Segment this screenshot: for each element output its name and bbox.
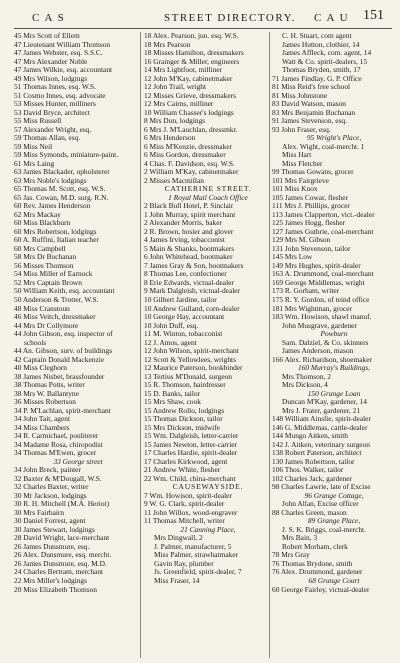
directory-entry: 15 Wm. Dalgleish, letter-carrier bbox=[144, 432, 239, 441]
directory-entry: 15 Thomas Dickson, tailor bbox=[144, 415, 223, 424]
directory-entry: 12 Scott & Yellowlees, wrights bbox=[144, 355, 236, 364]
directory-entry: 142 J. Aitken, veterinary surgeon bbox=[272, 440, 370, 449]
directory-entry: 34 P. M'Lachlan, spirit-merchant bbox=[14, 406, 111, 415]
directory-entry: 12 John Wilson, spirit-merchant bbox=[144, 347, 239, 356]
directory-entry: Miss Palmer, strawhatmaker bbox=[154, 551, 239, 560]
directory-entry: 15 D. Banks, tailor bbox=[144, 389, 201, 398]
directory-entry: 12 John M'Kay, cabinetmaker bbox=[144, 74, 233, 83]
directory-entry: 34 Miss Chambers bbox=[14, 423, 70, 432]
directory-entry: Duncan M'Kay, gardener, 14 bbox=[282, 398, 367, 407]
directory-entry: 15 Mrs Dickson, midwife bbox=[144, 423, 220, 432]
directory-entry: 183 Wm. Howison, shawl manuf. bbox=[272, 313, 372, 322]
directory-entry: Alex. Wight, coal-mercht. 1 bbox=[282, 142, 365, 151]
directory-entry: 38 Mrs W. Ballantyne bbox=[14, 389, 79, 398]
directory-entry: 65 Jas. Cowan, M.D. surg. R.N. bbox=[14, 193, 109, 202]
directory-entry: 101 Mrs Fairgrieve bbox=[272, 176, 329, 185]
directory-entry: 6 Mrs J. M'Lauchlan, dressmkr. bbox=[144, 125, 238, 134]
directory-entry: 68 Grange Court bbox=[308, 577, 360, 585]
directory-entry: CATHERINE STREET. bbox=[164, 185, 252, 194]
directory-entry: 21 Canning Place, bbox=[180, 525, 236, 534]
directory-entry: 47 James Webster, esq. S.S.C. bbox=[14, 49, 103, 58]
directory-entry: 2 William M'Kay, cabinetmaker bbox=[144, 168, 239, 177]
directory-entry: 17 Charles Kirkwood, agent bbox=[144, 457, 228, 466]
directory-entry: 60 A. Ruffini, Italian teacher bbox=[14, 236, 99, 245]
column-2 bbox=[144, 32, 272, 586]
directory-entry: J. Palmer, manufacturer, 5 bbox=[154, 542, 232, 551]
directory-entry: 93 John Fraser, esq. bbox=[272, 125, 331, 134]
directory-entry: Powburn bbox=[320, 330, 348, 339]
directory-entry: 6 Miss Gordon, dressmaker bbox=[144, 151, 226, 160]
directory-entry: 98 Charles Lawrie, late of Excise bbox=[272, 483, 371, 492]
column-1 bbox=[14, 32, 142, 594]
directory-entry: 76 Alex. Drummond, gardener bbox=[272, 568, 363, 577]
directory-entry: 44 John Gibson, esq. inspector of bbox=[14, 330, 113, 339]
directory-entry: Mrs J. Frater, gardener, 21 bbox=[282, 406, 361, 415]
directory-entry: 81 Miss Reid's free school bbox=[272, 83, 351, 92]
directory-entry: 38 James Nisbet, brassfounder bbox=[14, 372, 105, 381]
directory-entry: 32 Charles Baxter, writer bbox=[14, 483, 89, 492]
directory-entry: John Musgrave, gardener bbox=[282, 321, 357, 330]
directory-entry: 12 Misses Grieve, dressmakers bbox=[144, 91, 236, 100]
directory-entry: 32 Baxter & M'Dougall, W.S. bbox=[14, 474, 102, 483]
directory-entry: 11 John Willox, wood-engraver bbox=[144, 508, 238, 517]
directory-entry: 26 James Dunsmure, esq. M.D. bbox=[14, 559, 107, 568]
directory-entry: 15 Mrs Shaw, cook bbox=[144, 398, 201, 407]
directory-entry: Js. Greenfield, spirit-dealer, 7 bbox=[154, 568, 242, 577]
directory-entry: 105 James Cowar, flesher bbox=[272, 193, 349, 202]
directory-entry: 129 Mrs M. Gibson bbox=[272, 236, 331, 245]
directory-entry: 125 James Hogg, flesher bbox=[272, 219, 346, 228]
directory-entry: Mrs Dingwall, 2 bbox=[154, 534, 203, 543]
directory-entry: 111 Mrs J. Phillips, grocer bbox=[272, 202, 350, 211]
directory-entry: 7 Wm. Howison, spirit-dealer bbox=[144, 491, 232, 500]
directory-entry: 81 Miss Johnstone bbox=[272, 91, 328, 100]
directory-entry: Mrs Bain, 3 bbox=[282, 534, 318, 543]
directory-entry: Miss Hart bbox=[282, 151, 312, 160]
directory-entry: 131 John Stevenson, tailor bbox=[272, 244, 351, 253]
directory-entry: 15 James Newton, letter-carrier bbox=[144, 440, 238, 449]
directory-entry: 181 Mrs Wightman, grocer bbox=[272, 304, 353, 313]
directory-entry: 10 Andrew Gulland, corn-dealer bbox=[144, 304, 240, 313]
directory-entry: James Anderson, mason bbox=[282, 347, 354, 356]
directory-entry: 50 William Keith, esq. accountant bbox=[14, 287, 115, 296]
directory-entry: 2 R. Brown, hosier and glover bbox=[144, 227, 234, 236]
directory-entry: 53 Misses Hunter, milliners bbox=[14, 100, 96, 109]
directory-entry: 30 James Stewart, lodgings bbox=[14, 525, 95, 534]
directory-entry: 10 John Duff, esq. bbox=[144, 321, 199, 330]
directory-entry: 2 Misses Macmillan bbox=[144, 176, 204, 185]
directory-entry: 28 David Wright, lace-merchant bbox=[14, 534, 110, 543]
directory-entry: 16 Grainger & Miller, engineers bbox=[144, 57, 240, 66]
directory-entry: 12 J. Amos, agent bbox=[144, 338, 197, 347]
directory-entry: Robert Morham, clerk bbox=[282, 542, 348, 551]
directory-entry: 146 G. Middlemas, cattle-dealer bbox=[272, 423, 368, 432]
directory-entry: 47 Mrs Alexander Noble bbox=[14, 57, 88, 66]
directory-entry: 52 Mrs Captain Brown bbox=[14, 278, 82, 287]
directory-entry: 149 Mrs Hughes, spirit-dealer bbox=[272, 261, 361, 270]
directory-entry: 101 Miss Knox bbox=[272, 185, 318, 194]
directory-entry: 14 Mrs Lightfoot, milliner bbox=[144, 66, 223, 75]
column-divider bbox=[269, 32, 270, 658]
directory-entry: 18 Mrs Pearson bbox=[144, 40, 191, 49]
directory-entry: 65 Thomas M. Scott, esq. W.S. bbox=[14, 185, 106, 194]
directory-entry: 175 R. Y. Gordon, of teind office bbox=[272, 295, 370, 304]
directory-entry: 127 James Guthrie, coal-merchant bbox=[272, 227, 374, 236]
directory-entry: 9 W. G. Clark, spirit-dealer bbox=[144, 500, 225, 509]
directory-entry: 26 James Dunsmure, esq. bbox=[14, 542, 90, 551]
directory-entry: 150 Grange Loan bbox=[307, 389, 361, 398]
directory-entry: 8 Erie Edwards, victual-dealer bbox=[144, 278, 234, 287]
directory-entry: 63 James Blackader, upholsterer bbox=[14, 168, 110, 177]
directory-entry: Miss Fraser, 14 bbox=[154, 577, 200, 585]
directory-entry: 36 Misses Robertson bbox=[14, 398, 77, 407]
directory-entry: 11 M. Winton, tobacconist bbox=[144, 330, 223, 339]
directory-entry: 102 Charles Jack, gardener bbox=[272, 474, 353, 483]
header-right: C A U bbox=[314, 12, 350, 24]
directory-entry: 138 Robert Paterson, architect bbox=[272, 449, 362, 458]
directory-entry: 144 Mungo Aitken, smith bbox=[272, 432, 348, 441]
directory-entry: 91 James Stevenson, esq. bbox=[272, 117, 347, 126]
directory-entry: 7 James Gray & Son, bootmakers bbox=[144, 261, 244, 270]
directory-entry: 173 R. Gorham, writer bbox=[272, 287, 340, 296]
directory-entry: 12 John Trail, wright bbox=[144, 83, 207, 92]
directory-entry: J. S. K. Briggs, coal-mercht. bbox=[282, 525, 366, 534]
directory-entry: 60 Mrs Robertson, lodgings bbox=[14, 227, 97, 236]
directory-entry: 10 George Hay, accountant bbox=[144, 313, 225, 322]
column-3 bbox=[272, 32, 396, 594]
directory-entry: 34 John Tait, agent bbox=[14, 415, 70, 424]
directory-entry: C. H. Stuart, com agent bbox=[282, 32, 352, 40]
directory-entry: 61 Mrs Laing bbox=[14, 159, 55, 168]
directory-entry: 60 Miss Blackburn bbox=[14, 219, 71, 228]
directory-entry: 57 Alexander Wright, esq. bbox=[14, 125, 92, 134]
directory-entry: 47 James Wilkie, esq. accountant bbox=[14, 66, 113, 75]
directory-entry: 60 Mrs Campbell bbox=[14, 244, 66, 253]
directory-entry: Mrs Thomson, 2 bbox=[282, 372, 331, 381]
directory-entry: 44 An. Gibson, surv. of buildings bbox=[14, 347, 113, 356]
directory-entry: 76 Thomas Brydone, smith bbox=[272, 559, 353, 568]
directory-entry: 89 Grange Place, bbox=[307, 517, 361, 526]
directory-entry: 12 Maurice Paterson, bookbinder bbox=[144, 364, 243, 373]
directory-entry: 50 Anderson & Trotter, W.S. bbox=[14, 295, 99, 304]
directory-entry: 163 A. Drummond, coal-merchant bbox=[272, 270, 374, 279]
directory-entry: 60 Rev. James Henderson bbox=[14, 202, 91, 211]
directory-entry: 58 Mrs Dr Buchanan bbox=[14, 253, 77, 262]
directory-entry: 34 Thomas M'Ewen, grocer bbox=[14, 449, 97, 458]
directory-entry: 4 James Irving, tobacconist bbox=[144, 236, 225, 245]
directory-entry: 130 James Robertson, tailor bbox=[272, 457, 355, 466]
directory-entry: James Hutton, clothier, 14 bbox=[282, 40, 360, 49]
directory-entry: 106 Thos. Walker, tailor bbox=[272, 466, 344, 475]
directory-entry: 34 John Breck, painter bbox=[14, 466, 81, 475]
directory-entry: 38 Thomas Potts, writer bbox=[14, 381, 85, 390]
directory-entry: John Allan, Excise officer bbox=[282, 500, 359, 509]
directory-entry: CAUSEWAYSIDE. bbox=[172, 483, 244, 492]
directory-entry: 22 Wm. Child, china-merchant bbox=[144, 474, 236, 483]
directory-entry: 59 Thomas Allan, esq. bbox=[14, 134, 81, 143]
directory-entry: 2 Alexander Morris, baker bbox=[144, 219, 222, 228]
directory-entry: 49 Mrs Wilson, lodgings bbox=[14, 74, 88, 83]
directory-entry: 160 Murray's Buildings, bbox=[298, 364, 370, 373]
directory-entry: 63 Mrs Noble's lodgings bbox=[14, 176, 87, 185]
directory-entry: 78 Mrs Gray bbox=[272, 551, 310, 560]
directory-entry: 83 David Watson, mason bbox=[272, 100, 346, 109]
directory-entry: 6 Mrs Henderson bbox=[144, 134, 196, 143]
directory-entry: 59 Miss Neil bbox=[14, 142, 53, 151]
directory-entry: 13 Tertius M'Donald, surgeon bbox=[144, 372, 232, 381]
directory-entry: 24 Charles Bertram, merchant bbox=[14, 568, 104, 577]
directory-entry: 15 R. Thomson, hairdresser bbox=[144, 381, 226, 390]
directory-entry: 34 Madame Rosa, chiropodist bbox=[14, 440, 103, 449]
running-header bbox=[14, 6, 390, 28]
directory-entry: 12 Mrs Cairns, milliner bbox=[144, 100, 214, 109]
directory-entry: 62 Mrs Mackay bbox=[14, 210, 61, 219]
header-title: STREET DIRECTORY. bbox=[164, 12, 296, 24]
directory-entry: 59 Miss Symonds, miniature-paint. bbox=[14, 151, 119, 160]
page-number: 151 bbox=[363, 8, 384, 23]
directory-entry: 113 James Clapperton, vict.-dealer bbox=[272, 210, 375, 219]
directory-entry: 30 Daniel Forrest, agent bbox=[14, 517, 86, 526]
directory-entry: Watt & Co. spirit-dealers, 15 bbox=[282, 57, 368, 66]
directory-entry: 15 Andrew Rollo, lodgings bbox=[144, 406, 225, 415]
directory-entry: 54 Miss Miller of Earnock bbox=[14, 270, 93, 279]
directory-entry: 56 Misses Thomson bbox=[14, 261, 74, 270]
directory-entry: 53 David Bryce, architect bbox=[14, 108, 90, 117]
directory-entry: 10 William Chasser's lodgings bbox=[144, 108, 234, 117]
directory-entry: Miss Fletcher bbox=[282, 159, 323, 168]
directory-entry: 48 Miss Cranstoun bbox=[14, 304, 70, 313]
directory-entry: 99 Thomas Gowans, grocer bbox=[272, 168, 354, 177]
directory-entry: 40 Miss Cleghorn bbox=[14, 364, 67, 373]
directory-entry: 34 R. Carmichael, pouliterer bbox=[14, 432, 99, 441]
directory-entry: 60 George Fairley, victual-dealer bbox=[272, 585, 370, 594]
directory-entry: 6 Miss M'Kenzie, dressmaker bbox=[144, 142, 232, 151]
directory-entry: 8 Thomas Lee, confectioner bbox=[144, 270, 227, 279]
directory-entry: 18 Misses Hamilton, dressmakers bbox=[144, 49, 244, 58]
directory-entry: James Affleck, com. agent, 14 bbox=[282, 49, 372, 58]
directory-entry: 30 R. H. Mitchell (M.A. Heriot) bbox=[14, 500, 110, 509]
directory-entry: 95 Wright's Place, bbox=[306, 134, 362, 143]
directory-entry: 46 Miss Veitch, dressmaker bbox=[14, 313, 96, 322]
directory-entry: 148 William Ainslie, spirit-dealer bbox=[272, 415, 371, 424]
directory-entry: 1 Royal Mail Coach Office bbox=[168, 193, 248, 202]
directory-entry: 33 George street bbox=[53, 457, 103, 466]
directory-entry: 22 Mrs Miller's lodgings bbox=[14, 577, 87, 585]
directory-entry: 6 John Whitehead, bootmaker bbox=[144, 253, 233, 262]
directory-entry: 9 Mark Dalgleish, victual-dealer bbox=[144, 287, 241, 296]
directory-entry: 18 Alex. Pearson, jun. esq. W.S. bbox=[144, 32, 239, 40]
directory-entry: Thomas Bryden, smith, 17 bbox=[282, 66, 361, 75]
directory-entry: 145 Mrs Low bbox=[272, 253, 313, 262]
directory-entry: 51 Thomas Innes, esq. W.S. bbox=[14, 83, 96, 92]
directory-entry: 83 Mrs Benjamin Buchanan bbox=[272, 108, 356, 117]
directory-entry: 44 Mrs Dr Collymore bbox=[14, 321, 79, 330]
header-left: C A S bbox=[32, 12, 66, 24]
directory-entry: 26 Alex. Dunsmure, esq. mercht. bbox=[14, 551, 112, 560]
directory-entry: 8 Mrs Dun, lodgings bbox=[144, 117, 206, 126]
directory-entry: 17 Charles Hardie, spirit-dealer bbox=[144, 449, 238, 458]
directory-entry: 1 John Murray, spirit merchant bbox=[144, 210, 236, 219]
directory-entry: 20 Miss Elizabeth Thomson bbox=[14, 585, 98, 594]
directory-entry: 166 Alex. Richardson, shoemaker bbox=[272, 355, 372, 364]
directory-entry: 88 Charles Green, mason bbox=[272, 508, 347, 517]
directory-entry: 30 Mr Jackson, lodgings bbox=[14, 491, 87, 500]
directory-entry: 45 Mrs Scott of Ellem bbox=[14, 32, 80, 40]
directory-entry: 21 Andrew White, flesher bbox=[144, 466, 221, 475]
directory-entry: 55 Miss Russell bbox=[14, 117, 62, 126]
directory-entry: Mrs Dickson, 4 bbox=[282, 381, 328, 390]
directory-entry: 42 Captain Donald Mackenzie bbox=[14, 355, 105, 364]
directory-entry: 51 Cosmo Innes, esq. advocate bbox=[14, 91, 106, 100]
directory-entry: schools bbox=[24, 338, 47, 347]
directory-entry: 2 Black Bull Hotel, P. Sinclair bbox=[144, 202, 234, 211]
directory-entry: 11 Thomas Mitchell, writer bbox=[144, 517, 225, 526]
column-divider bbox=[140, 32, 141, 658]
header-rule bbox=[14, 28, 392, 29]
directory-entry: Gavin Ray, plumber bbox=[154, 559, 214, 568]
directory-entry: 10 Gilbert Jardine, tailor bbox=[144, 295, 217, 304]
directory-entry: 96 Grange Cottage, bbox=[304, 491, 364, 500]
directory-entry: 4 Chas. F. Davidson, esq. W.S. bbox=[144, 159, 235, 168]
directory-entry: 5 Main & Shanks, bootmakers bbox=[144, 244, 235, 253]
directory-entry: 169 George Middlemas, wright bbox=[272, 278, 365, 287]
directory-entry: 30 Mrs Fairbairn bbox=[14, 508, 65, 517]
directory-entry: 71 James Findlay, G. P. Office bbox=[272, 74, 362, 83]
directory-entry: Sam. Dalziel, & Co. skinners bbox=[282, 338, 369, 347]
directory-entry: 47 Lieutenant William Thomson bbox=[14, 40, 111, 49]
